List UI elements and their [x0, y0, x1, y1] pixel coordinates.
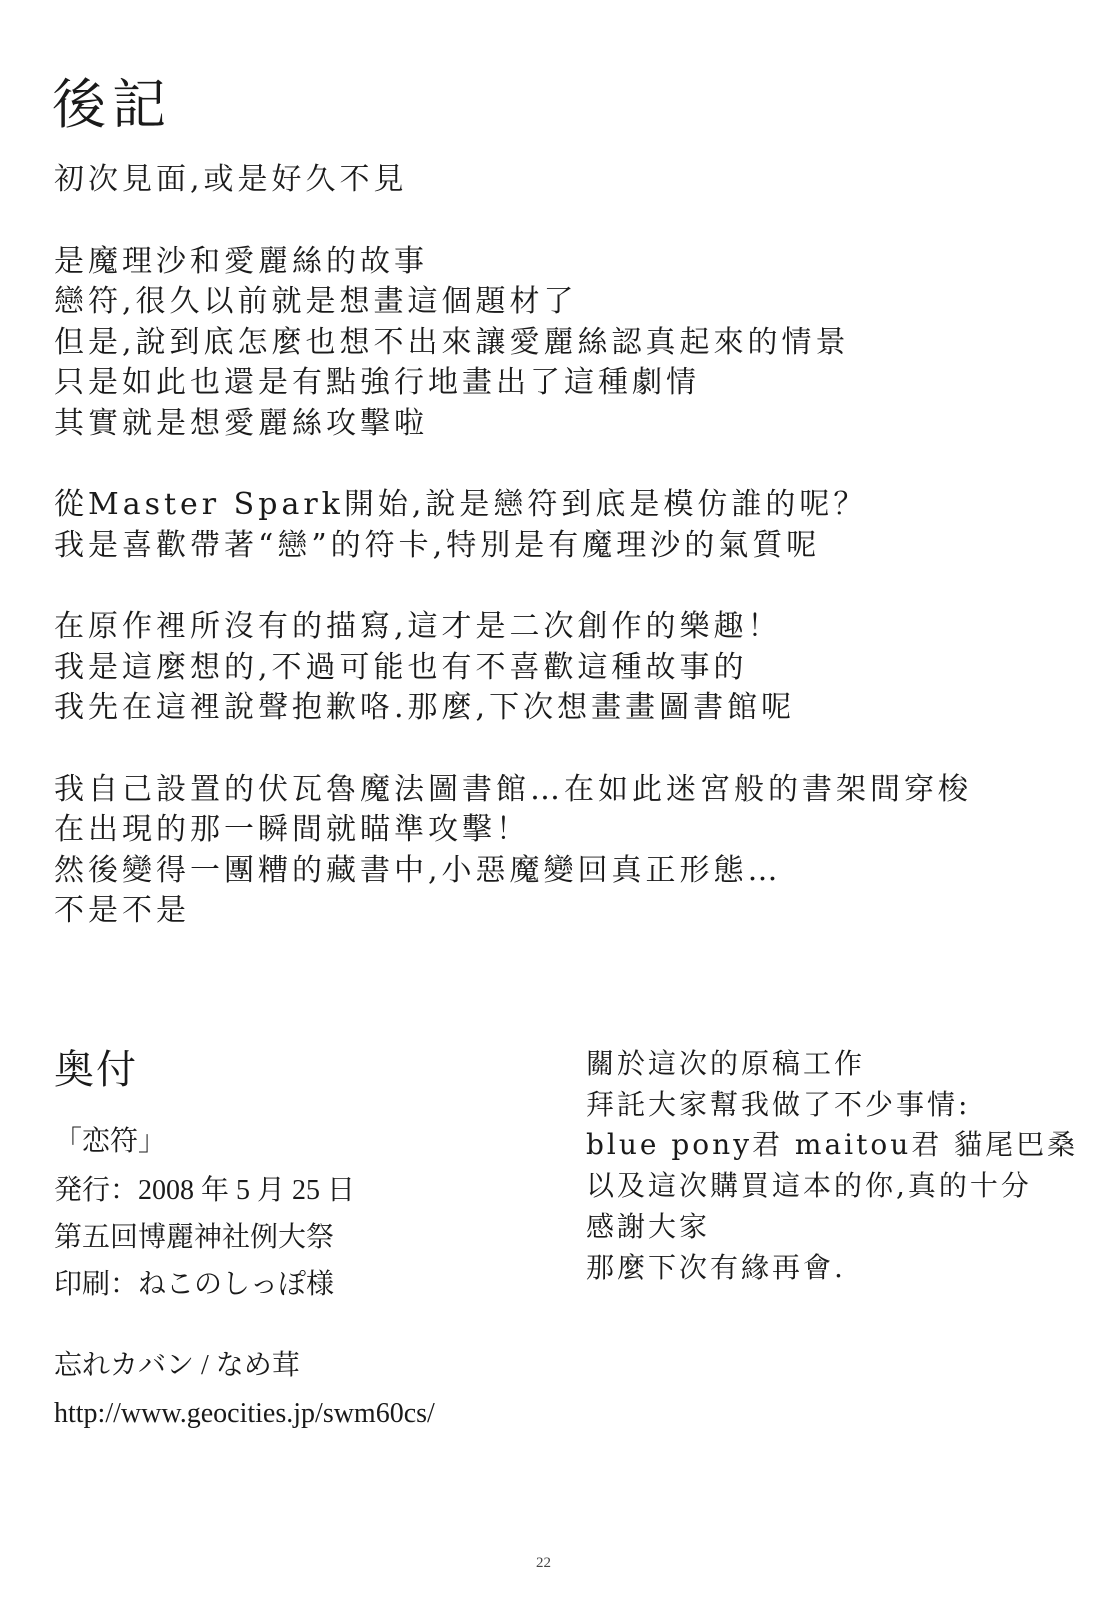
thanks-message: [586, 1044, 1086, 1288]
colophon-issue-date: 発行：2008 年 5 月 25 日: [54, 1175, 356, 1206]
afterword-body: [54, 160, 1054, 973]
afterword-paragraph: [54, 160, 1054, 201]
afterword-line: 是魔理沙和愛麗絲的故事: [54, 243, 428, 279]
thanks-line: 關於這次的原稿工作: [586, 1047, 866, 1080]
author-url: http://www.geocities.jp/swm60cs/: [54, 1398, 435, 1429]
afterword-line: 初次見面,或是好久不見: [54, 162, 408, 197]
afterword-line: 我是喜歡帶著“戀”的符卡,特別是有魔理沙的氣質呢: [54, 527, 821, 563]
afterword-paragraph: [54, 607, 1054, 729]
page-number: 22: [536, 1555, 551, 1571]
afterword-line: 在原作裡所沒有的描寫,這才是二次創作的樂趣！: [54, 609, 782, 644]
colophon-details: [54, 1118, 534, 1308]
colophon-printer: 印刷：ねこのしっぽ様: [54, 1269, 335, 1300]
colophon-event: 第五回博麗神社例大祭: [54, 1222, 335, 1253]
afterword-line: 從Master Spark開始,說是戀符到底是模仿誰的呢？: [54, 487, 868, 522]
afterword-line: 其實就是想愛麗絲攻擊啦: [54, 405, 428, 441]
afterword-paragraph: [54, 770, 1054, 932]
afterword-line: 在出現的那一瞬間就瞄準攻擊！: [54, 812, 530, 847]
afterword-line: 我自己設置的伏瓦魯魔法圖書館…在如此迷宮般的書架間穿梭: [54, 771, 972, 807]
thanks-line: 那麼下次有緣再會.: [586, 1250, 846, 1284]
afterword-line: 戀符,很久以前就是想畫這個題材了: [54, 284, 578, 319]
afterword-line: 我是這麼想的,不過可能也有不喜歡這種故事的: [54, 649, 748, 685]
colophon-work-title: 「恋符」: [54, 1126, 167, 1157]
afterword-paragraph: [54, 242, 1054, 445]
afterword-paragraph: [54, 485, 1054, 566]
afterword-line: 不是不是: [54, 893, 190, 928]
thanks-line: blue pony君 maitou君 貓尾巴桑: [586, 1128, 1079, 1162]
afterword-line: 但是,說到底怎麼也想不出來讓愛麗絲認真起來的情景: [54, 324, 850, 360]
colophon-title: 奥付: [54, 1047, 138, 1093]
thanks-line: 以及這次購買這本的你,真的十分: [586, 1169, 1032, 1203]
circle-author: 忘れカバン / なめ茸: [54, 1350, 300, 1381]
afterword-line: 只是如此也還是有點強行地畫出了這種劇情: [54, 365, 700, 400]
afterword-line: 然後變得一團糟的藏書中,小惡魔變回真正形態…: [54, 852, 782, 888]
thanks-line: 拜託大家幫我做了不少事情:: [586, 1087, 971, 1121]
author-block: [54, 1342, 435, 1438]
afterword-title: 後記: [52, 73, 172, 136]
thanks-line: 感謝大家: [586, 1209, 711, 1243]
afterword-line: 我先在這裡說聲抱歉咯.那麼,下次想畫畫圖書館呢: [54, 690, 796, 725]
